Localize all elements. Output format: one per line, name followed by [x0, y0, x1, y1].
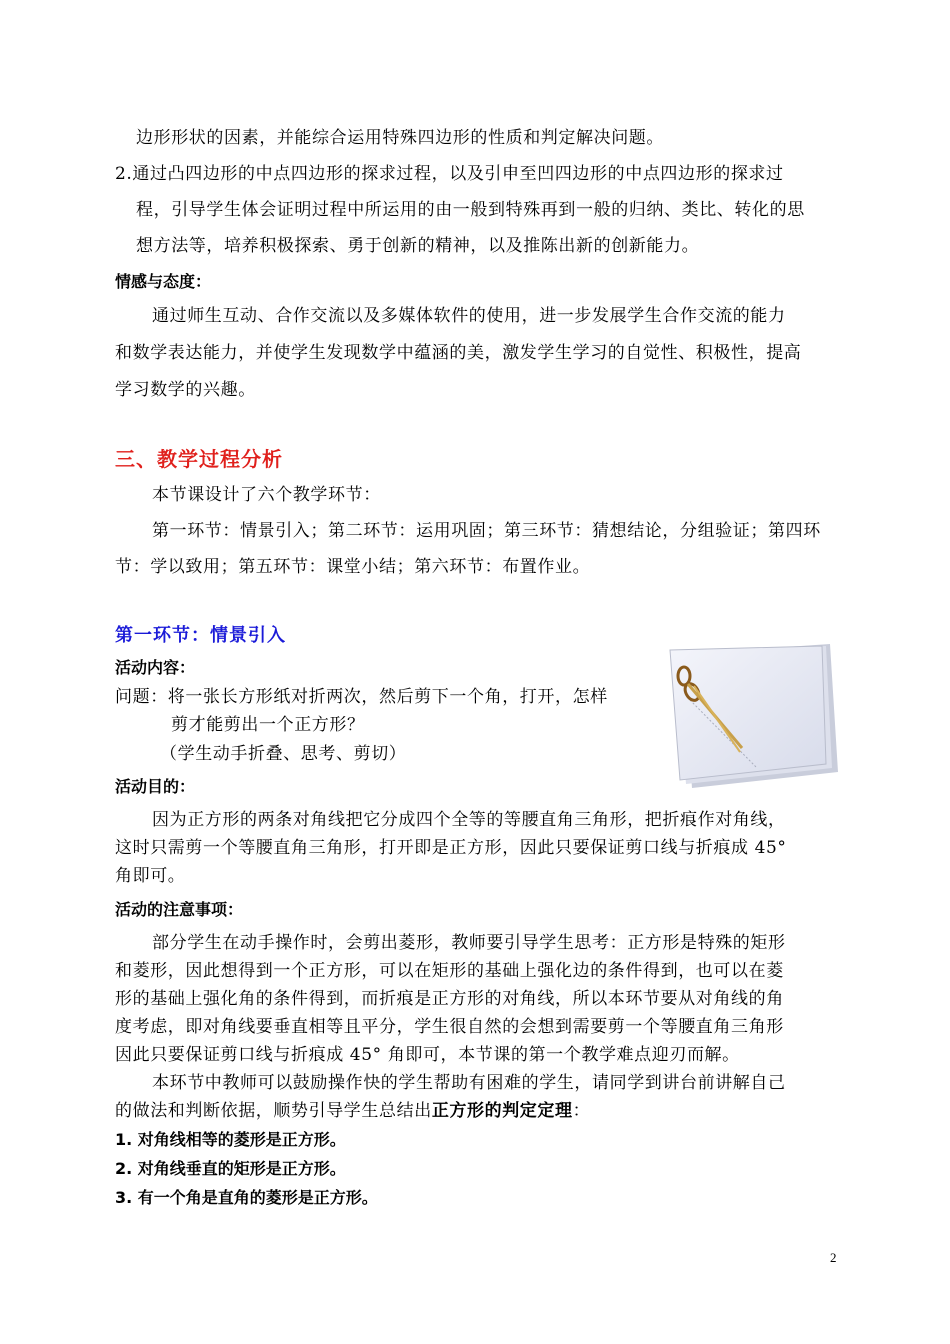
- section-intro: 本节课设计了六个教学环节：: [152, 485, 381, 505]
- question-line: 问题：将一张长方形纸对折两次，然后剪下一个角，打开，怎样: [115, 687, 608, 707]
- steps-list-line: 节：学以致用；第五环节：课堂小结；第六环节：布置作业。: [115, 557, 591, 577]
- theorem-item: 2. 对角线垂直的矩形是正方形。: [115, 1159, 346, 1178]
- objective-item-2-line: 2.通过凸四边形的中点四边形的探求过程，以及引申至凹四边形的中点四边形的探求过: [115, 164, 784, 184]
- question-note: （学生动手折叠、思考、剪切）: [160, 744, 407, 764]
- theorem-item: 1. 对角线相等的菱形是正方形。: [115, 1130, 346, 1149]
- theorem-item: 3. 有一个角是直角的菱形是正方形。: [115, 1188, 378, 1207]
- purpose-line: 角即可。: [115, 866, 186, 886]
- objective-line: 边形形状的因素，并能综合运用特殊四边形的性质和判定解决问题。: [136, 128, 664, 148]
- steps-list-line: 第一环节：情景引入；第二环节：运用巩固；第三环节：猜想结论，分组验证；第四环: [152, 521, 821, 541]
- encourage-line: 本环节中教师可以鼓励操作快的学生帮助有困难的学生，请同学到讲台前讲解自己: [152, 1073, 786, 1093]
- question-line: 剪才能剪出一个正方形？: [171, 715, 365, 735]
- emotion-paragraph-line: 和数学表达能力，并使学生发现数学中蕴涵的美，激发学生学习的自觉性、积极性，提高: [115, 343, 802, 363]
- notes-line: 因此只要保证剪口线与折痕成 45° 角即可，本节课的第一个教学难点迎刃而解。: [115, 1045, 740, 1065]
- section-heading: 三、教学过程分析: [115, 447, 283, 471]
- activity-content-heading: 活动内容：: [115, 658, 196, 677]
- step-heading: 第一环节：情景引入: [115, 625, 286, 646]
- paper-with-scissors-icon: [662, 640, 842, 790]
- theorem-label: 正方形的判定定理: [431, 1101, 573, 1121]
- activity-notes-heading: 活动的注意事项：: [115, 900, 244, 919]
- page-number: 2: [830, 1250, 837, 1265]
- notes-line: 部分学生在动手操作时，会剪出菱形，教师要引导学生思考：正方形是特殊的矩形: [152, 933, 786, 953]
- encourage-colon: ：: [572, 1101, 591, 1121]
- notes-line: 和菱形，因此想得到一个正方形，可以在矩形的基础上强化边的条件得到，也可以在菱: [115, 961, 784, 981]
- emotion-heading: 情感与态度：: [115, 272, 212, 291]
- emotion-paragraph-line: 学习数学的兴趣。: [115, 380, 256, 400]
- objective-item-2-line: 程，引导学生体会证明过程中所运用的由一般到特殊再到一般的归纳、类比、转化的思: [136, 200, 805, 220]
- activity-purpose-heading: 活动目的：: [115, 777, 196, 796]
- notes-line: 度考虑，即对角线要垂直相等且平分，学生很自然的会想到需要剪一个等腰直角三角形: [115, 1017, 784, 1037]
- purpose-line: 因为正方形的两条对角线把它分成四个全等的等腰直角三角形，把折痕作对角线，: [152, 810, 786, 830]
- encourage-text: 的做法和判断依据，顺势引导学生总结出: [115, 1101, 432, 1121]
- encourage-line: [115, 1101, 590, 1121]
- purpose-line: 这时只需剪一个等腰直角三角形，打开即是正方形，因此只要保证剪口线与折痕成 45°: [115, 838, 787, 858]
- emotion-paragraph-line: 通过师生互动、合作交流以及多媒体软件的使用，进一步发展学生合作交流的能力: [152, 306, 786, 326]
- notes-line: 形的基础上强化角的条件得到，而折痕是正方形的对角线，所以本环节要从对角线的角: [115, 989, 784, 1009]
- objective-item-2-line: 想方法等，培养积极探索、勇于创新的精神，以及推陈出新的创新能力。: [136, 236, 700, 256]
